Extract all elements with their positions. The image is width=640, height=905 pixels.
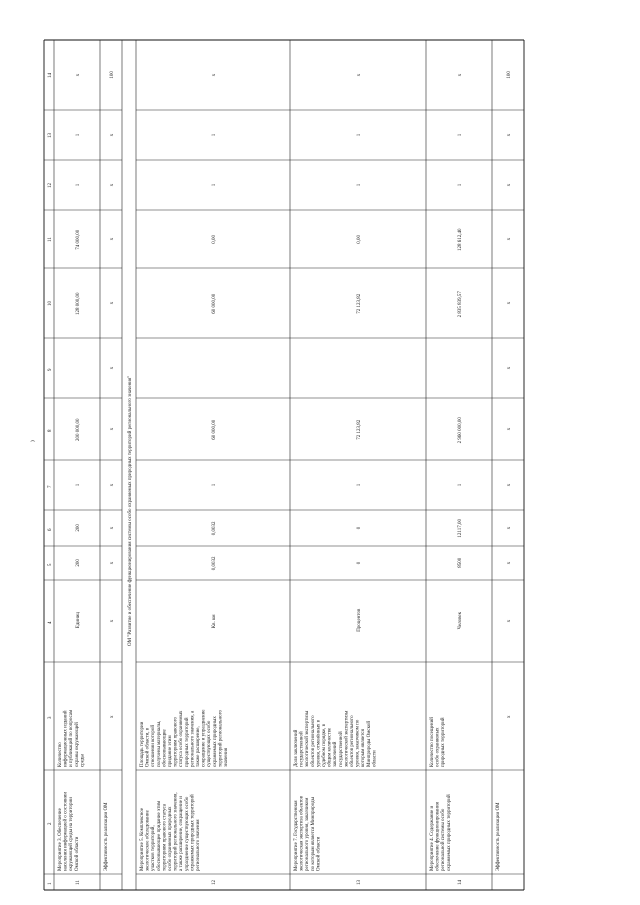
column-number-header: 2: [48, 822, 53, 825]
cell-col-6: 200: [76, 524, 81, 532]
indicator-measure: Минприроды Омской: [366, 720, 372, 767]
column-number-header: 1: [48, 882, 53, 885]
cell-col-11: 0,00: [212, 235, 217, 244]
indicator-name: регионального уровня, заказчиком: [305, 797, 311, 871]
cell-col-7: x: [110, 483, 115, 487]
indicator-name: Эффективность реализации ОМ: [104, 802, 109, 871]
column-number-header: 5: [48, 563, 53, 566]
cell-col-11: 0,00: [357, 235, 362, 244]
cell-col-12: 1: [76, 183, 81, 187]
section-title: ОМ "Развитие и обеспечение функционирования системы особо охраняемых природных территорий регионального значения": [128, 375, 133, 646]
cell-col-4: x: [110, 619, 115, 623]
indicator-name: по которым является Минприроды: [310, 797, 316, 871]
cell-col-14: 100: [507, 71, 512, 79]
column-number-header: 14: [48, 73, 53, 78]
cell-col-11: 74 000,00: [76, 229, 81, 250]
cell-col-7: 1: [458, 483, 463, 487]
cell-col-6: 0: [357, 526, 362, 530]
cell-col-11: 128 612,40: [458, 228, 463, 251]
cell-col-7: 1: [76, 483, 81, 487]
column-number-header: 9: [48, 368, 53, 371]
indicator-measure: заключений: [333, 741, 339, 767]
indicator-measure: территорий регионального: [218, 709, 224, 767]
indicator-measure: государственной: [299, 731, 305, 767]
cell-col-14: x: [76, 73, 81, 77]
cell-col-5: 200: [76, 559, 81, 567]
cell-col-4: Процентов: [357, 608, 362, 632]
cell-col-8: 72 123,82: [357, 419, 362, 440]
cell-col-10: 72 123,82: [357, 293, 362, 314]
indicator-measure: Площадь территории: [140, 721, 145, 767]
indicator-measure: получены материалы,: [156, 720, 162, 767]
cell-col-10: 2 835 839,57: [458, 291, 463, 318]
indicator-measure: государственной: [338, 731, 344, 767]
cell-col-9: x: [110, 366, 115, 370]
indicator-name: обосновывающее придание этим: [156, 800, 162, 871]
indicator-measure: Количество: [58, 742, 63, 767]
indicator-measure: особо охраняемых: [435, 727, 441, 767]
cell-col-6: 12117,00: [458, 519, 463, 538]
cell-col-12: 1: [458, 183, 463, 187]
indicator-measure: также расширение,: [196, 726, 201, 767]
cell-col-6: x: [507, 526, 512, 530]
cell-col-8: 2 960 000,00: [458, 417, 463, 444]
column-number-header: 6: [48, 528, 53, 531]
indicator-measure: сокращение и упразднение: [201, 709, 207, 767]
indicator-measure: Омской области, в: [145, 727, 151, 767]
cell-col-14: x: [212, 73, 217, 77]
column-number-header: 8: [48, 429, 53, 432]
cell-col-5: x: [110, 561, 115, 565]
indicator-measure: значения: [224, 747, 229, 767]
indicator-measure: охраняемых природных: [212, 716, 218, 767]
indicator-measure: природных территорий: [184, 717, 190, 767]
column-number-header: 3: [48, 716, 53, 719]
cell-col-13: 1: [76, 133, 81, 137]
indicator-measure: общем количестве: [327, 727, 333, 767]
cell-col-14: x: [357, 73, 362, 77]
indicator-measure: экологической экспертизы: [305, 710, 311, 767]
indicator-measure: среды: [80, 754, 86, 767]
row-number: 14: [458, 880, 463, 885]
cell-col-11: x: [507, 237, 512, 241]
cell-col-14: 100: [110, 71, 115, 79]
indicator-measure: объектов регионального: [310, 715, 316, 767]
indicator-name: Эффективность реализации ОМ: [496, 802, 501, 871]
indicator-measure: Количество посещений: [430, 717, 435, 767]
cell-col-13: 1: [212, 133, 217, 137]
cell-col-7: x: [507, 483, 512, 487]
cell-col-4: Единиц: [76, 611, 81, 629]
cell-col-6: 0,0032: [212, 521, 217, 536]
indicator-name: окружающей среды на территории: [69, 797, 75, 871]
indicator-name: населения информацией о состоянии: [63, 791, 69, 871]
indicator-measure: судебном порядке, в: [322, 723, 327, 767]
indicator-measure: регионального значения, а: [190, 710, 196, 767]
cell-col-4: x: [507, 619, 512, 623]
cell-col-8: x: [507, 427, 512, 431]
indicator-name: экологическое обследование: [145, 810, 151, 871]
row-number: 12: [212, 880, 217, 885]
indicator-measure: придание этим: [168, 735, 173, 767]
cell-col-12: x: [110, 183, 115, 187]
indicator-name: территорий регионального значения,: [173, 792, 179, 871]
indicator-measure: которым является: [361, 729, 367, 767]
indicator-name: охраняемых природных территорий: [446, 794, 452, 871]
cell-col-7: 1: [357, 483, 362, 487]
cell-col-4: Кв. км: [212, 614, 217, 629]
indicator-name: экологическая экспертиза объектов: [299, 795, 305, 871]
cell-col-5: x: [507, 561, 512, 565]
cell-col-10: 128 000,00: [76, 292, 81, 315]
indicator-measure: существующих особо: [207, 720, 213, 767]
column-number-header: 7: [48, 485, 53, 488]
row-number: 13: [357, 880, 362, 885]
indicator-measure: x: [110, 715, 115, 718]
indicator-measure: отношении которой: [151, 724, 157, 767]
indicator-measure: и публикаций по вопросам: [69, 709, 75, 767]
cell-col-8: 60 000,00: [212, 419, 217, 440]
column-number-header: 4: [48, 621, 53, 624]
cell-col-4: Человек: [458, 611, 463, 630]
cell-col-5: 8500: [458, 557, 463, 568]
column-number-header: 12: [48, 183, 53, 188]
indicator-measure: Доля заключений: [294, 729, 299, 767]
cell-col-11: x: [110, 237, 115, 241]
indicator-measure: обосновывающие: [162, 729, 168, 767]
rotated-table: [44, 40, 524, 890]
indicator-measure: области: [372, 750, 378, 767]
indicator-name: регионального значения: [196, 819, 201, 871]
cell-col-12: x: [507, 183, 512, 187]
indicator-name: региональной системы особо: [441, 808, 447, 871]
cell-col-6: x: [110, 526, 115, 530]
cell-col-5: 0: [357, 561, 362, 565]
row-number: 11: [76, 880, 81, 885]
indicator-name: Омской области: [316, 836, 322, 871]
indicator-measure: информационных изданий: [63, 710, 69, 767]
indicator-name: Мероприятие 3. Обеспечение: [58, 808, 63, 871]
indicator-name: Омской области: [74, 836, 80, 871]
cell-col-13: 1: [357, 133, 362, 137]
cell-col-10: x: [507, 301, 512, 305]
indicator-measure: охраны окружающей: [74, 722, 80, 767]
cell-col-9: x: [507, 366, 512, 370]
indicator-measure: статуса особо охраняемых: [179, 710, 185, 767]
column-number-header: 11: [48, 237, 53, 242]
column-number-header: 13: [48, 133, 53, 138]
cell-col-12: 1: [212, 183, 217, 187]
cell-col-7: 1: [212, 483, 217, 487]
indicator-measure: природных территорий: [441, 717, 447, 767]
cell-col-13: x: [110, 133, 115, 137]
indicator-name: особо охраняемых природных: [168, 806, 173, 871]
indicator-name: участков территорий,: [151, 825, 157, 871]
cell-col-8: 200 000,00: [76, 418, 81, 441]
cell-col-13: 1: [458, 133, 463, 137]
indicator-measure: уровня, заказчиком по: [355, 719, 361, 767]
indicator-measure: x: [507, 715, 512, 718]
cell-col-12: 1: [357, 183, 362, 187]
indicator-measure: территориям правового: [173, 716, 179, 767]
indicator-measure: объектов регионального: [350, 715, 355, 767]
cell-col-10: 60 000,00: [212, 293, 217, 314]
indicator-name: обеспечение функционирования: [435, 802, 441, 871]
cell-col-13: x: [507, 133, 512, 137]
indicator-name: территориям правового статуса: [162, 804, 168, 871]
indicator-name: Мероприятие 5. Комплексное: [140, 807, 145, 871]
indicator-name: упразднение существующих особо: [184, 796, 190, 871]
indicator-measure: экологической экспертизы: [344, 710, 350, 767]
indicator-name: а также расширение, сокращение и: [179, 796, 185, 871]
cell-col-14: x: [458, 73, 463, 77]
indicator-name: охраняемых природных территорий: [190, 794, 196, 871]
column-number-header: 10: [48, 301, 53, 306]
indicator-name: Мероприятие 7. Государственная: [294, 800, 299, 871]
indicator-name: Мероприятие 4. Содержание и: [430, 805, 435, 871]
indicator-measure: уровня, отменённых в: [316, 719, 322, 767]
page-mark: ): [31, 440, 36, 442]
cell-col-5: 0,0032: [212, 556, 217, 571]
cell-col-8: x: [110, 427, 115, 431]
cell-col-10: x: [110, 301, 115, 305]
